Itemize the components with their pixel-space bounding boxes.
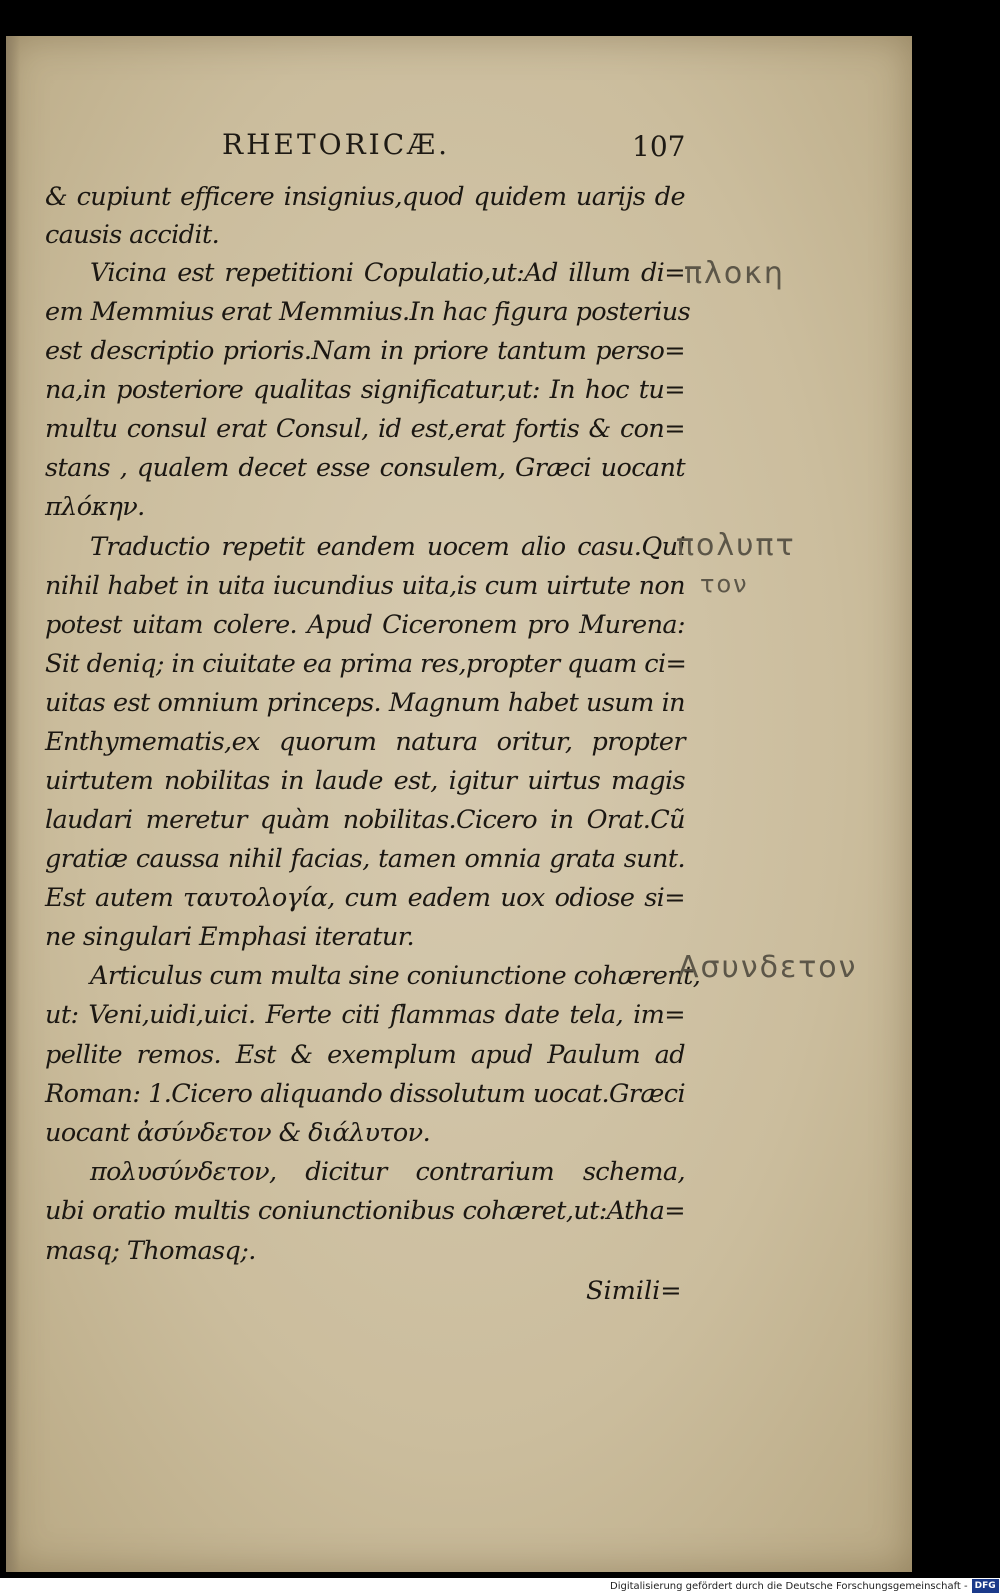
text-line: Enthymematis,ex quorum natura oritur, propter: [45, 727, 685, 757]
text-line: ubi oratio multis coniunctionibus cohæret,ut:Atha=: [45, 1196, 685, 1226]
text-line: uocant ἀσύνδετον & διάλυτον.: [45, 1118, 431, 1148]
text-line: multu consul erat Consul, id est,erat fortis & con=: [45, 414, 685, 444]
margin-note: Ασυνδετον: [678, 950, 858, 985]
text-line: nihil habet in uita iucundius uita,is cum uirtute non: [45, 571, 685, 601]
text-line: pellite remos. Est & exemplum apud Paulum ad: [45, 1040, 685, 1070]
text-line: & cupiunt efficere insignius,quod quidem uarijs de: [45, 182, 685, 212]
text-line: na,in posteriore qualitas significatur,ut: In hoc tu=: [45, 375, 685, 405]
catchword: Simili=: [586, 1276, 682, 1306]
text-line: uirtutem nobilitas in laude est, igitur uirtus magis: [45, 766, 685, 796]
text-line: πολυσύνδετον, dicitur contrarium schema,: [90, 1157, 685, 1187]
text-line: stans , qualem decet esse consulem, Græci uocant: [45, 453, 685, 483]
text-line: masq; Thomasq;.: [45, 1236, 256, 1266]
text-line: Traductio repetit eandem uocem alio casu.Qui: [90, 532, 685, 562]
text-line: laudari meretur quàm nobilitas.Cicero in Orat.Cũ: [45, 805, 685, 835]
credit-text: Digitalisierung gefördert durch die Deutsche Forschungsgemeinschaft -: [610, 1581, 968, 1592]
text-line: ut: Veni,uidi,uici. Ferte citi flammas date tela, im=: [45, 1000, 685, 1030]
text-line: gratiæ caussa nihil facias, tamen omnia grata sunt.: [45, 844, 685, 874]
text-line: πλόκην.: [45, 492, 145, 522]
text-line: uitas est omnium princeps. Magnum habet usum in: [45, 688, 685, 718]
margin-note: πλοκη: [684, 256, 785, 291]
text-line: potest uitam colere. Apud Ciceronem pro Murena:: [45, 610, 685, 640]
text-line: causis accidit.: [45, 220, 220, 250]
text-line: Vicina est repetitioni Copulatio,ut:Ad illum di=: [90, 258, 685, 288]
digitization-credit: [610, 1578, 998, 1596]
text-line: em Memmius erat Memmius.In hac figura posterius: [45, 297, 691, 327]
text-line: Roman: 1.Cicero aliquando dissolutum uocat.Græci: [45, 1079, 685, 1109]
text-line: est descriptio prioris.Nam in priore tantum perso=: [45, 336, 685, 366]
page-number: 107: [632, 130, 686, 163]
text-line: ne singulari Emphasi iteratur.: [45, 922, 414, 952]
dfg-logo: DFG: [972, 1579, 999, 1593]
margin-note: πολυπτ: [676, 528, 796, 563]
text-line: Est autem ταυτολογία, cum eadem uox odiose si=: [45, 883, 685, 913]
text-line: Sit deniq; in ciuitate ea prima res,propter quam ci=: [45, 649, 687, 679]
margin-note: τον: [700, 570, 749, 598]
text-line: Articulus cum multa sine coniunctione cohærent,: [90, 961, 701, 991]
page-gutter-shadow: [6, 36, 20, 1572]
running-title: RHETORICÆ.: [222, 128, 451, 161]
